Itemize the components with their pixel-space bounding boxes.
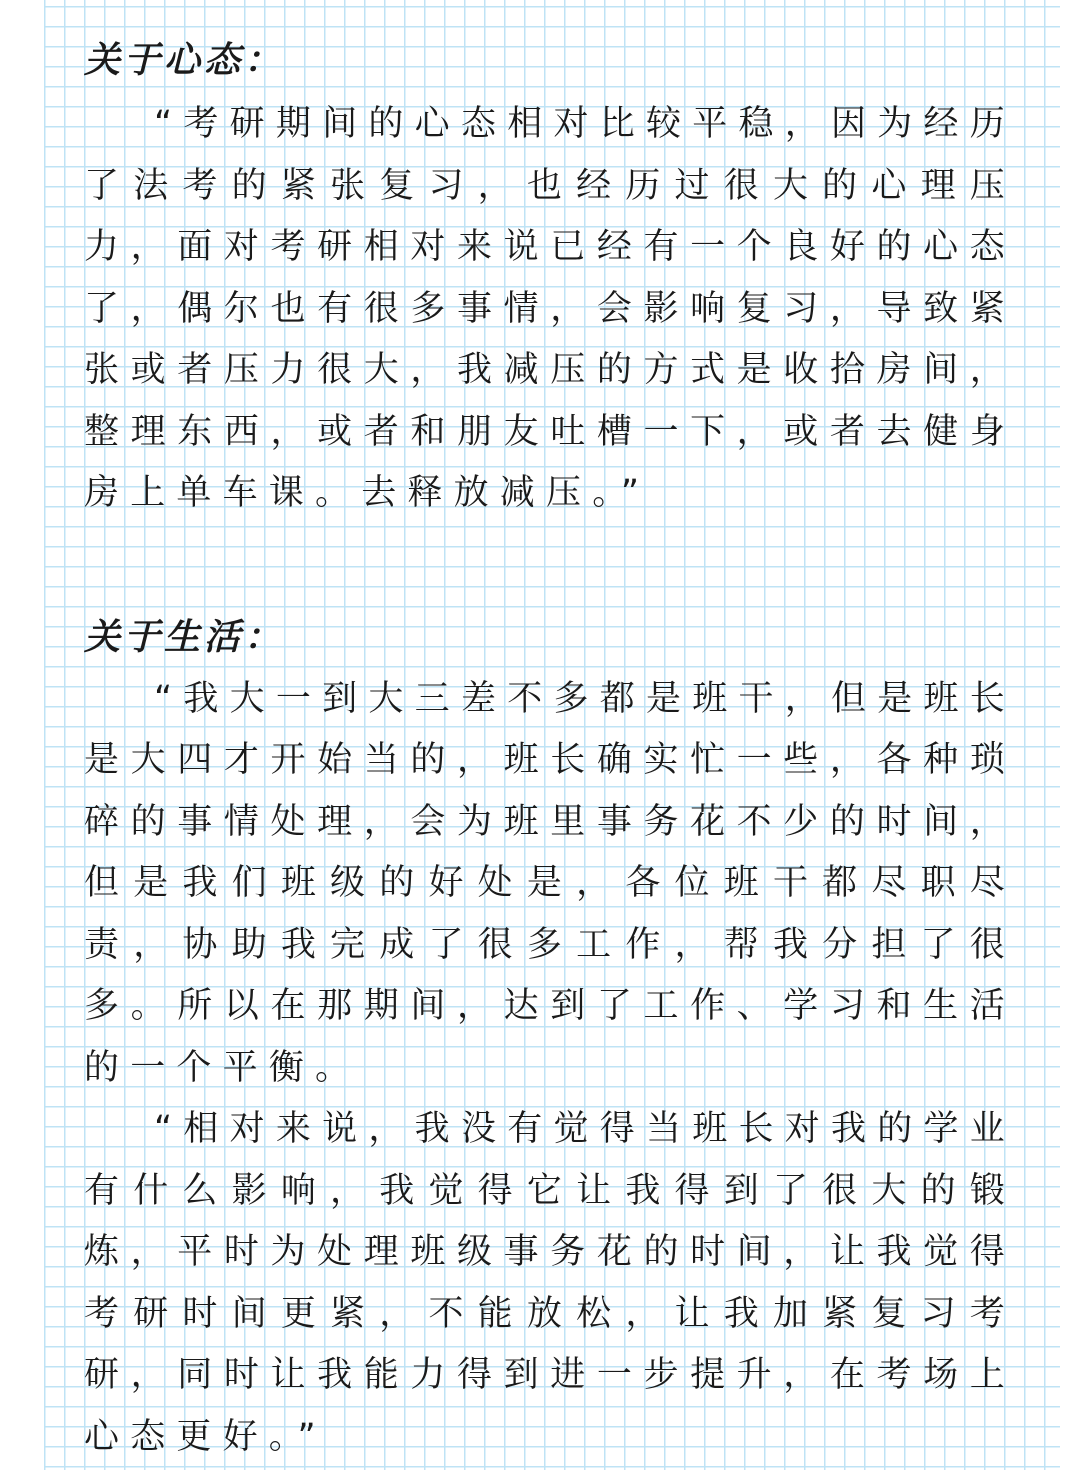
paragraph-life-2: “相对来说，我没有觉得当班长对我的学业有什么影响，我觉得它让我得到了很大的锻炼，平时为处理班级事务花的时间，让我觉得考研时间更紧，不能放松，让我加紧复习考研，同时让我能力得到进一步提升，在考场上心态更好。” [84,1109,1016,1457]
section-heading-life: 关于生活： [84,616,285,658]
article-content [84,36,1016,1468]
paragraph-mindset: “考研期间的心态相对比较平稳，因为经历了法考的紧张复习，也经历过很大的心理压力，面对考研相对来说已经有一个良好的心态了，偶尔也有很多事情，会影响复习，导致紧张或者压力很大，我减压的方式是收拾房间，整理东西，或者和朋友吐槽一下，或者去健身房上单车课。去释放减压。” [84,104,1016,513]
section-spacer [84,525,1016,613]
paragraph-life-1: “我大一到大三差不多都是班干，但是班长是大四才开始当的，班长确实忙一些，各种琐碎的事情处理，会为班里事务花不少的时间，但是我们班级的好处是，各位班干都尽职尽责，协助我完成了很多工作，帮我分担了很多。所以在那期间，达到了工作、学习和生活的一个平衡。 [84,678,1016,1088]
section-heading-mindset: 关于心态： [84,40,285,81]
